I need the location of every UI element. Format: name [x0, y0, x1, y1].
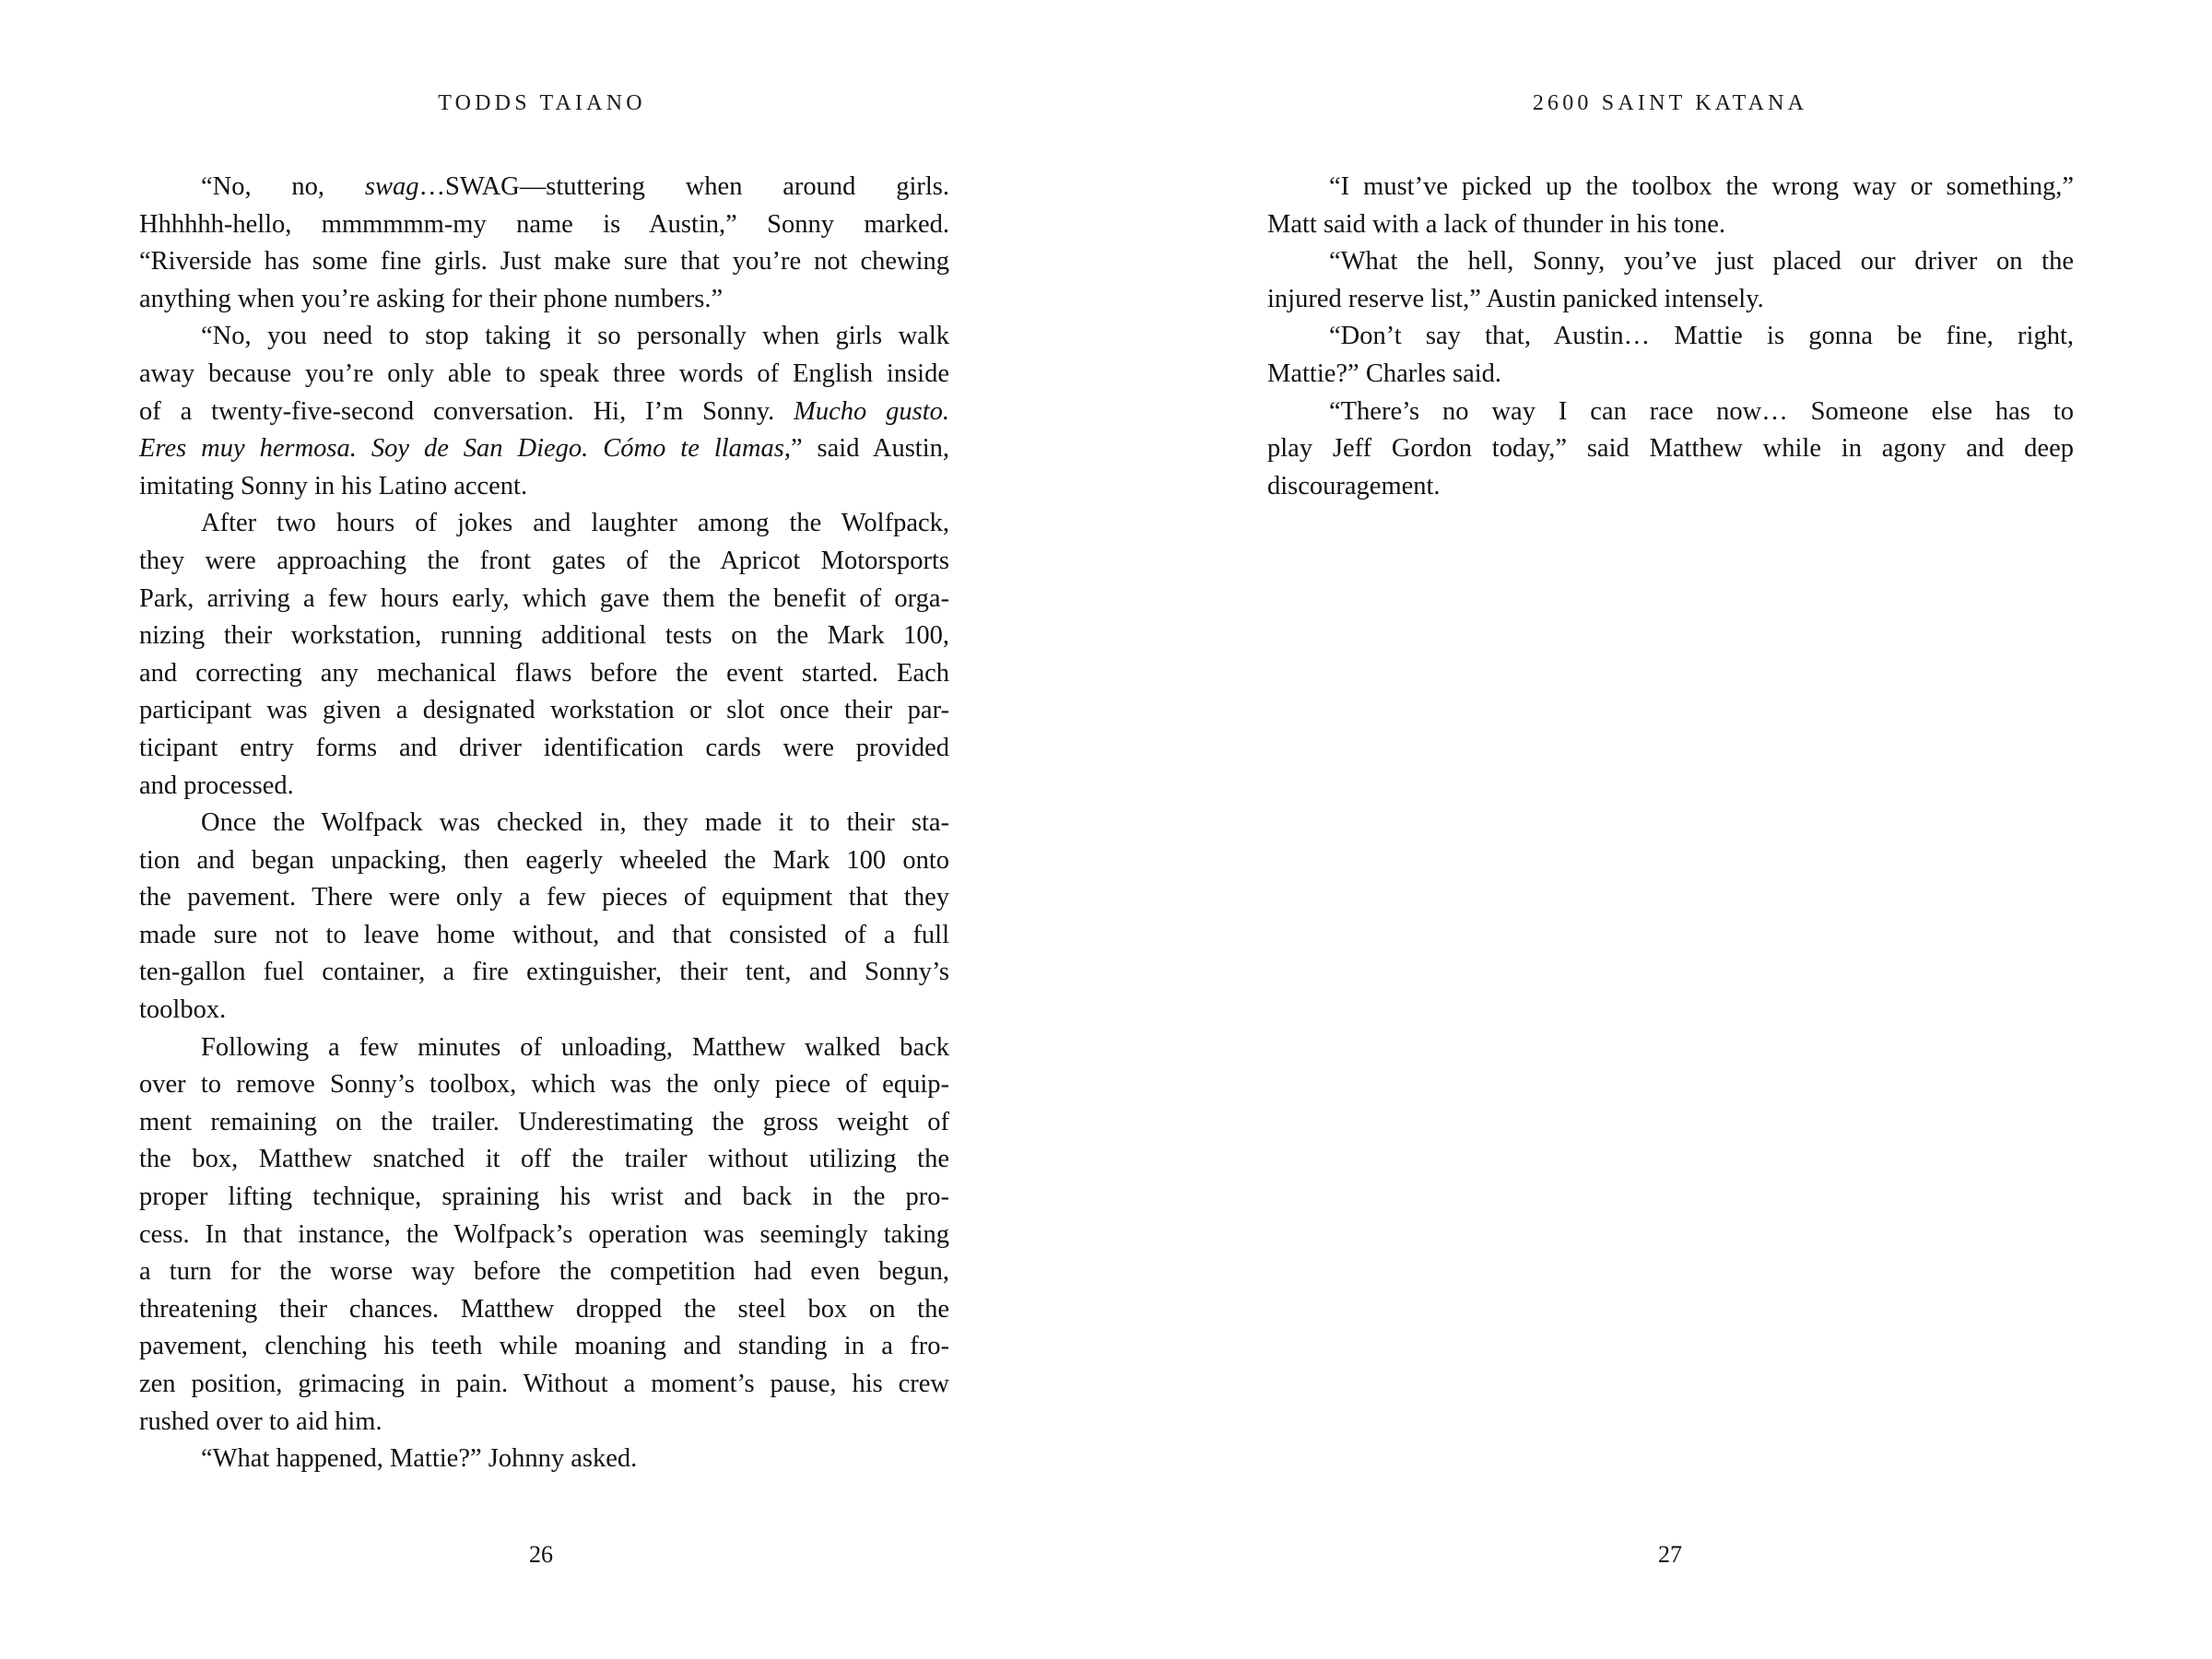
text-run: imitating Sonny in his Latino accent.	[139, 471, 528, 500]
text-run: the pavement. There were only a few pieces of equipment that they	[139, 883, 949, 912]
text-line	[139, 1141, 949, 1179]
text-line	[139, 842, 949, 880]
text-run: Mattie?” Charles said.	[1267, 359, 1502, 388]
text-run: over to remove Sonny’s toolbox, which was the only piece of equip-	[139, 1070, 949, 1100]
text-run: ,” said Austin,	[783, 434, 949, 464]
text-run: “What the hell, Sonny, you’ve just placed our driver on the	[1329, 247, 2074, 276]
text-run: Following a few minutes of unloading, Matthew walked back	[201, 1032, 949, 1062]
text-run: participant was given a designated workstation or slot once their par-	[139, 696, 949, 725]
text-line	[1267, 356, 2074, 394]
text-line	[139, 1104, 949, 1142]
text-run: pavement, clenching his teeth while moaning and standing in a fro-	[139, 1332, 949, 1361]
italic-text: swag	[364, 172, 419, 201]
text-line	[1267, 394, 2074, 431]
text-run: “Riverside has some fine girls. Just make sure that you’re not chewing	[139, 247, 949, 276]
text-line	[139, 618, 949, 655]
italic-text: Eres muy hermosa. Soy de San Diego. Cómo te llamas	[139, 434, 784, 464]
text-run: cess. In that instance, the Wolfpack’s operation was seemingly taking	[139, 1219, 949, 1249]
text-line	[1267, 430, 2074, 468]
text-run: zen position, grimacing in pain. Without a moment’s pause, his crew	[139, 1370, 949, 1398]
text-run: anything when you’re asking for their phone numbers.”	[139, 284, 724, 313]
text-run: Hhhhhh-hello, mmmmmm-my name is Austin,” Sonny marked.	[139, 209, 949, 239]
text-run: Park, arriving a few hours early, which gave them the benefit of orga-	[139, 583, 949, 613]
text-line	[139, 394, 949, 431]
text-line	[139, 356, 949, 394]
text-line	[1267, 243, 2074, 281]
text-run: “What happened, Mattie?” Johnny asked.	[201, 1444, 638, 1474]
text-line	[139, 505, 949, 543]
text-run: and correcting any mechanical flaws before the event started. Each	[139, 658, 949, 688]
text-line	[139, 805, 949, 842]
text-line	[139, 318, 949, 356]
text-line	[139, 1253, 949, 1291]
text-line	[139, 692, 949, 730]
text-line	[139, 1366, 949, 1404]
text-line	[139, 1179, 949, 1217]
text-run: of a twenty-five-second conversation. Hi, I’m Sonny.	[139, 396, 794, 426]
text-line	[1267, 318, 2074, 356]
running-head-author: TODDS TAIANO	[438, 91, 646, 115]
text-line	[1267, 169, 2074, 206]
page-number: 26	[529, 1541, 553, 1568]
text-line	[139, 1328, 949, 1366]
text-run: away because you’re only able to speak three words of English inside	[139, 359, 949, 388]
text-line	[139, 1217, 949, 1254]
text-line	[139, 243, 949, 281]
text-line	[1267, 468, 2074, 506]
running-head-title: 2600 SAINT KATANA	[1532, 91, 1808, 115]
text-run: After two hours of jokes and laughter among the Wolfpack,	[201, 509, 949, 538]
text-run: injured reserve list,” Austin panicked intensely.	[1267, 284, 1764, 313]
text-line	[139, 543, 949, 581]
text-run: rushed over to aid him.	[139, 1406, 382, 1436]
text-run: ten-gallon fuel container, a fire extinguisher, their tent, and Sonny’s	[139, 958, 949, 987]
text-line	[1267, 206, 2074, 244]
text-run: toolbox.	[139, 995, 227, 1025]
text-run: “There’s no way I can race now… Someone else has to	[1329, 396, 2074, 426]
text-run: nizing their workstation, running additional tests on the Mark 100,	[139, 621, 949, 651]
body-text	[1267, 169, 2074, 505]
page-number: 27	[1658, 1541, 1682, 1568]
text-line	[139, 281, 949, 319]
text-line	[139, 917, 949, 955]
text-line	[139, 1030, 949, 1067]
text-line	[139, 169, 949, 206]
text-line	[139, 768, 949, 806]
text-line	[139, 730, 949, 768]
text-run: “Don’t say that, Austin… Mattie is gonna be fine, right,	[1329, 322, 2074, 351]
text-line	[139, 655, 949, 693]
text-line	[139, 430, 949, 468]
text-run: threatening their chances. Matthew dropped the steel box on the	[139, 1294, 949, 1324]
text-run: made sure not to leave home without, and that consisted of a full	[139, 920, 949, 949]
text-line	[139, 206, 949, 244]
text-line	[139, 1441, 949, 1478]
text-line	[139, 954, 949, 992]
text-line	[1267, 281, 2074, 319]
text-run: Once the Wolfpack was checked in, they made it to their sta-	[201, 808, 949, 838]
text-run: a turn for the worse way before the competition had even begun,	[139, 1257, 949, 1287]
text-line	[139, 581, 949, 618]
text-line	[139, 992, 949, 1030]
italic-text: Mucho gusto.	[794, 396, 950, 426]
text-run: tion and began unpacking, then eagerly wheeled the Mark 100 onto	[139, 845, 949, 875]
right-page	[1106, 0, 2212, 1659]
text-run: …SWAG—stuttering when around girls.	[418, 172, 950, 201]
text-run: discouragement.	[1267, 471, 1441, 500]
text-run: they were approaching the front gates of the Apricot Motorsports	[139, 546, 949, 575]
text-line	[139, 1291, 949, 1329]
text-run: ticipant entry forms and driver identification cards were provided	[139, 733, 949, 762]
text-run: Matt said with a lack of thunder in his tone.	[1267, 209, 1726, 239]
text-run: “I must’ve picked up the toolbox the wrong way or something,”	[1329, 172, 2074, 201]
text-run: play Jeff Gordon today,” said Matthew while in agony and deep	[1267, 434, 2074, 464]
text-run: “No, no,	[201, 172, 365, 201]
text-run: proper lifting technique, spraining his wrist and back in the pro-	[139, 1182, 949, 1212]
text-line	[139, 1404, 949, 1441]
text-run: the box, Matthew snatched it off the trailer without utilizing the	[139, 1145, 949, 1174]
text-run: ment remaining on the trailer. Underestimating the gross weight of	[139, 1107, 949, 1136]
body-text	[139, 169, 949, 1478]
text-line	[139, 879, 949, 917]
text-line	[139, 468, 949, 506]
text-line	[139, 1066, 949, 1104]
text-run: and processed.	[139, 771, 294, 800]
text-run: “No, you need to stop taking it so personally when girls walk	[201, 322, 949, 351]
